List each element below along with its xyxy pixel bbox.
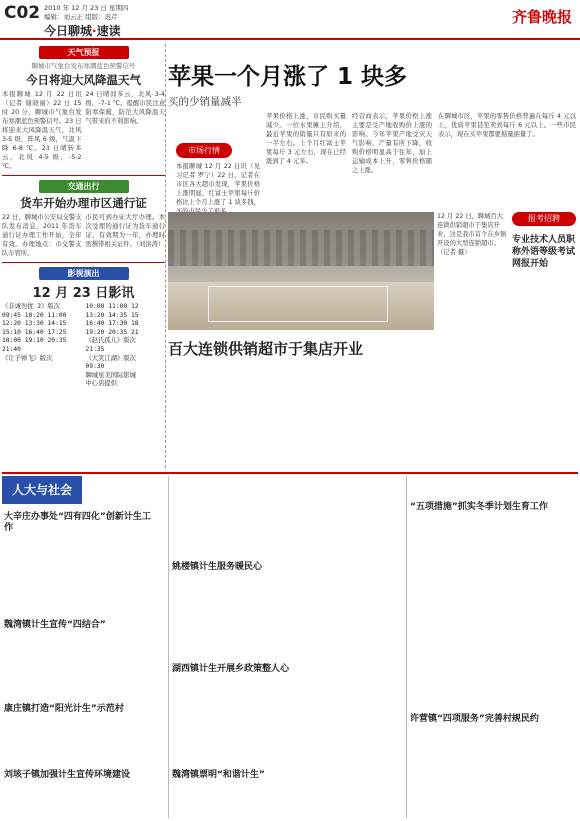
section-name: 今日聊城 xyxy=(44,24,93,38)
section-dot: · xyxy=(92,24,97,38)
tv-schedule xyxy=(2,303,165,389)
main-col-1: 本报聊城 12 月 22 日讯（见习记者 罗宁）22 日，记者在市区各大超市发现，苹果价格上涨明显，红富士苹果每斤价格比上个月上涨了 1 块多钱， xyxy=(176,163,260,206)
bottom-divider-2 xyxy=(406,476,407,818)
bottom-headline-2: 魏湾镇计生宣传“四结合” xyxy=(4,620,106,630)
left-column xyxy=(2,44,166,468)
weather-box-title: 天气预报 xyxy=(39,46,129,59)
date-line: 2010 年 12 月 23 日 星期四 xyxy=(44,4,129,12)
market-tag: 市场行情 xyxy=(176,143,232,158)
masthead xyxy=(0,0,580,40)
bottom-headline-7: 魏湾镇票明“和谐计生” xyxy=(172,770,265,780)
photo-caption-headline: 百大连锁供销超市于集店开业 xyxy=(168,340,364,358)
brand-logo: 齐鲁晚报 xyxy=(511,8,572,26)
bottom-headline-8: “五项措施”抓实冬季计划生育工作 xyxy=(410,502,548,512)
bottom-headline-3: 康庄镇打造“阳光计生”示范村 xyxy=(4,704,124,714)
section-title xyxy=(44,22,121,39)
report-tag: 报考招聘 xyxy=(512,212,576,226)
bottom-headline-4: 刘垓子镇加强计生宣传环境建设 xyxy=(4,770,131,780)
traffic-box-title: 交通出行 xyxy=(39,180,129,193)
weather-text-b: 24 日晴间多云，北风 3-4 级，-7-1 ℃。提醒市民注意防寒保暖，防范大风降温天气带来的不利影响。 xyxy=(85,91,165,125)
weather-body xyxy=(2,90,165,171)
supermarket-photo xyxy=(168,212,434,330)
masthead-meta xyxy=(44,4,128,22)
traffic-text-b: 市民可到办证大厅办理。本次受理的通行证为货车通行证，有效期为一年，办理时需携带相关证件。（刘洪涛） xyxy=(85,214,165,248)
bottom-section-logo: 人大与社会 xyxy=(2,476,82,504)
bottom-headline-5: 姚楼镇计生服务暖民心 xyxy=(172,562,263,572)
tv-list-b: 10:00 11:00 12 13:20 14:35 15 16:40 17:30 18 19:20 20:35 21 《赵氏孤儿》版次 21:35 《大笑江湖》版次 09:30 聊城星美国际影城 中心店提供 xyxy=(85,303,139,388)
bottom-headline-1: 大辛庄办事处“四有四化”创新计生工作 xyxy=(4,512,151,533)
left-divider xyxy=(2,175,165,176)
masthead-rule xyxy=(0,38,580,40)
photo-stands xyxy=(168,230,434,266)
report-headline: 专业技术人员职称外语等级考试网报开始 xyxy=(512,235,576,269)
weather-subtitle: 聊城市气象台发布寒潮蓝色预警信号 xyxy=(31,62,136,70)
weather-headline: 今日将迎大风降温天气 xyxy=(26,73,141,87)
bottom-headline-6: 湖西镇计生开展乡政策整人心 xyxy=(172,664,290,674)
tv-list-a: 《非诚勿扰 2》版次 09:45 10:20 11:00 12:20 13:30 14:15 15:10 16:40 17:25 18:00 19:10 20:35 21:40 《让子弹飞》版次 xyxy=(2,303,67,362)
traffic-body xyxy=(2,213,165,258)
main-headline: 苹果一个月涨了 1 块多 xyxy=(168,64,408,90)
editor-line: 编辑：刘云正 组版：迟芹 xyxy=(44,13,118,21)
bottom-divider-1 xyxy=(168,476,169,818)
tv-box-title: 影视演出 xyxy=(39,267,129,280)
tv-headline: 12 月 23 日影讯 xyxy=(32,286,135,301)
main-col-3: 经营商表示，苹果价格上涨主要是受产地收购价上涨的影响。今年苹果产地受灾天气影响，产量有所下降，收购价格明显高于往年，加上运输成本上升，零售价格随之上涨。 xyxy=(352,113,432,174)
page-number: C02 xyxy=(4,3,41,23)
traffic-text-a: 22 日，聊城市公安局交警支队发布消息，2011 年货车通行证办理工作开始，全年有效。办理地点：市交警支队车管所。 xyxy=(2,214,82,257)
photo-court xyxy=(208,286,388,322)
left-divider-2 xyxy=(2,262,165,263)
bottom-headline-9: 许营镇“四项服务”完善村规民约 xyxy=(410,714,539,724)
traffic-headline: 货车开始办理市区通行证 xyxy=(20,196,147,210)
main-col-4: 在聊城市区，苹果的零售价格普遍在每斤 4 元以上，优质苹果甚至卖到每斤 6 元以上。一些市民表示，现在买苹果都要掂量掂量了。 xyxy=(438,113,576,138)
main-subtitle: 买的少销量减半 xyxy=(168,96,242,108)
main-col-2: 苹果价格上涨，市民购买量减少。一位水果摊主介绍，最近苹果的销量只有原来的一半左右。上个月红富士苹果每斤 3 元左右，现在已经涨到了 4 元多。 xyxy=(266,113,346,165)
weather-text-a: 本报聊城 12 月 22 日讯（记者 谢晓丽）22 日 15 时 20 分，聊城市气象台发布寒潮蓝色预警信号。23 日将迎来大风降温天气，北风 3-5 级，阵风 6 级，气温下降 6-8 ℃。23 日晴转多云，北风 4-5 级，-5-2 ℃。 xyxy=(2,91,82,170)
section-sub: 速读 xyxy=(96,24,121,38)
photo-side-caption: 12 月 22 日，聊城百大连锁供销超市于集店开业，这是我市首个在乡镇开设的大型连锁超市。（记者 摄） xyxy=(437,213,507,256)
